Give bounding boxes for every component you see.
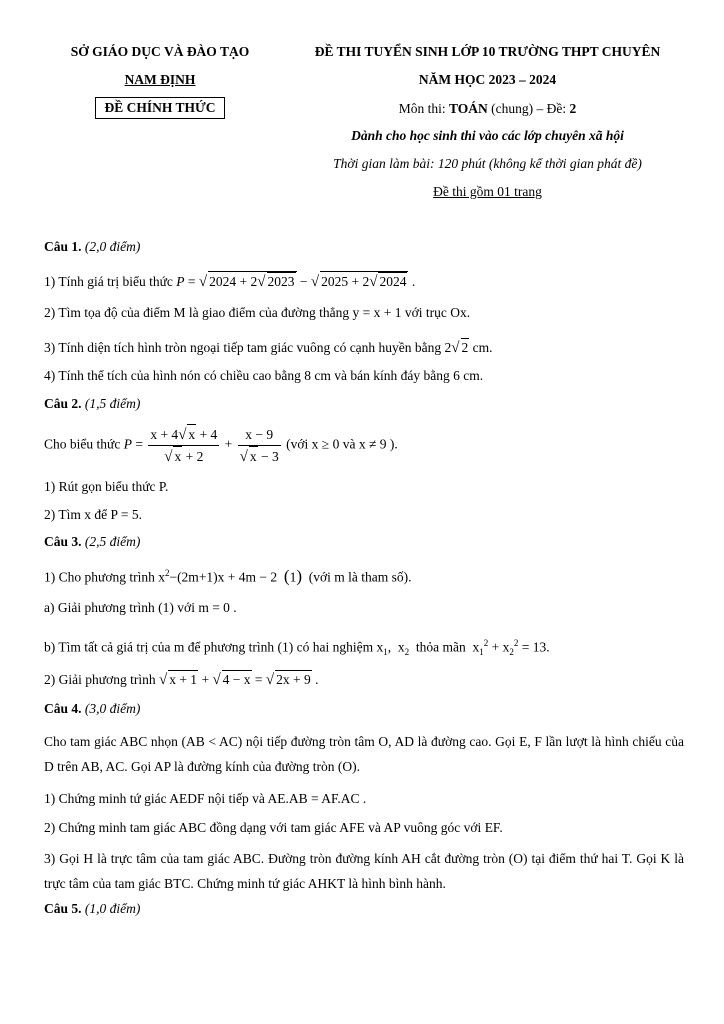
fraction-1: $\frac{x + 4√ x + 4}{√ x + 2}$ xyxy=(148,424,219,467)
question-4-heading: Câu 4. (3,0 điểm) xyxy=(44,701,141,716)
province-name: NAM ĐỊNH xyxy=(124,72,196,87)
official-badge xyxy=(45,97,275,119)
q3-part-2: 2) Giải phương trình √ x + 1 + √ 4 − x = √ 2x + 9 . xyxy=(44,672,319,688)
audience-line: Dành cho học sinh thi vào các lớp chuyên xã hội xyxy=(351,128,624,143)
fraction-2: $\frac{x - 9}{√ x - 3}$ xyxy=(239,426,279,465)
q2-part-2: 2) Tìm x để P = 5. xyxy=(44,507,142,522)
q3-part-1: 1) Cho phương trình $x^2-(2m+1)x + 4m - 2$ (1) (với m là tham số). xyxy=(44,566,412,586)
q3-part-a: a) Giải phương trình (1) với m = 0 . xyxy=(44,600,237,615)
question-5-heading: Câu 5. (1,0 điểm) xyxy=(44,901,141,916)
q2-expression: Cho biểu thức P = $\frac{x + 4√ x + 4}{√ x + 2}$ + $\frac{x - 9}{√ x - 3}$ (với x ≥ 0 và x ≠ 9 ). xyxy=(44,424,398,467)
time-line: Thời gian làm bài: 120 phút (không kể thời gian phát đề) xyxy=(333,156,642,171)
q1-part-3: 3) Tính diện tích hình tròn ngoại tiếp tam giác vuông có cạnh huyền bằng 2√ 2 cm. xyxy=(44,340,493,356)
question-3-heading: Câu 3. (2,5 điểm) xyxy=(44,534,141,549)
subject-line: Môn thi: TOÁN (chung) – Đề: 2 xyxy=(398,101,577,116)
department-name: SỞ GIÁO DỤC VÀ ĐÀO TẠO xyxy=(70,44,250,59)
question-2-heading: Câu 2. (1,5 điểm) xyxy=(44,396,141,411)
q4-part-2: 2) Chứng minh tam giác ABC đồng dạng với tam giác AFE và AP vuông góc với EF. xyxy=(44,820,503,835)
q1-part-4: 4) Tính thể tích của hình nón có chiều cao bằng 8 cm và bán kính đáy bằng 6 cm. xyxy=(44,368,484,383)
q4-intro: Cho tam giác ABC nhọn (AB < AC) nội tiếp đường tròn tâm O, AD là đường cao. Gọi E, F lần lượt là hình chiếu của D trên AB, AC. Gọi AP là đường kính của đường tròn (O). xyxy=(44,734,684,774)
exam-title: ĐỀ THI TUYỂN SINH LỚP 10 TRƯỜNG THPT CHUYÊN xyxy=(314,44,661,59)
q2-part-1: 1) Rút gọn biểu thức P. xyxy=(44,479,169,494)
school-year: NĂM HỌC 2023 – 2024 xyxy=(418,72,557,87)
q4-part-3: 3) Gọi H là trực tâm của tam giác ABC. Đường tròn đường kính AH cắt đường tròn (O) tại điểm thứ hai T. Gọi K là trực tâm của tam giác BTC. Chứng minh tứ giác AHKT là hình bình hành. xyxy=(44,851,684,891)
subject-name: TOÁN xyxy=(449,101,488,116)
q3-part-b: b) Tìm tất cả giá trị của m để phương trình (1) có hai nghiệm $x_1$, $x_2$ thỏa mãn $x_1^2 + x_2^2 = 13$. xyxy=(44,638,550,658)
exam-number: 2 xyxy=(569,101,577,116)
official-label: ĐỀ CHÍNH THỨC xyxy=(95,97,224,119)
q4-part-1: 1) Chứng minh tứ giác AEDF nội tiếp và AE.AB = AF.AC . xyxy=(44,791,367,806)
q1-part-2: 2) Tìm tọa độ của điểm M là giao điểm của đường thẳng y = x + 1 với trục Ox. xyxy=(44,305,471,320)
q1-part-1: 1) Tính giá trị biểu thức P = √ 2024 + 2√ 2023 − √ 2025 + 2√ 2024 . xyxy=(44,271,415,291)
question-1-heading: Câu 1. (2,0 điểm) xyxy=(44,239,141,254)
pages-line: Đề thi gồm 01 trang xyxy=(433,184,542,199)
